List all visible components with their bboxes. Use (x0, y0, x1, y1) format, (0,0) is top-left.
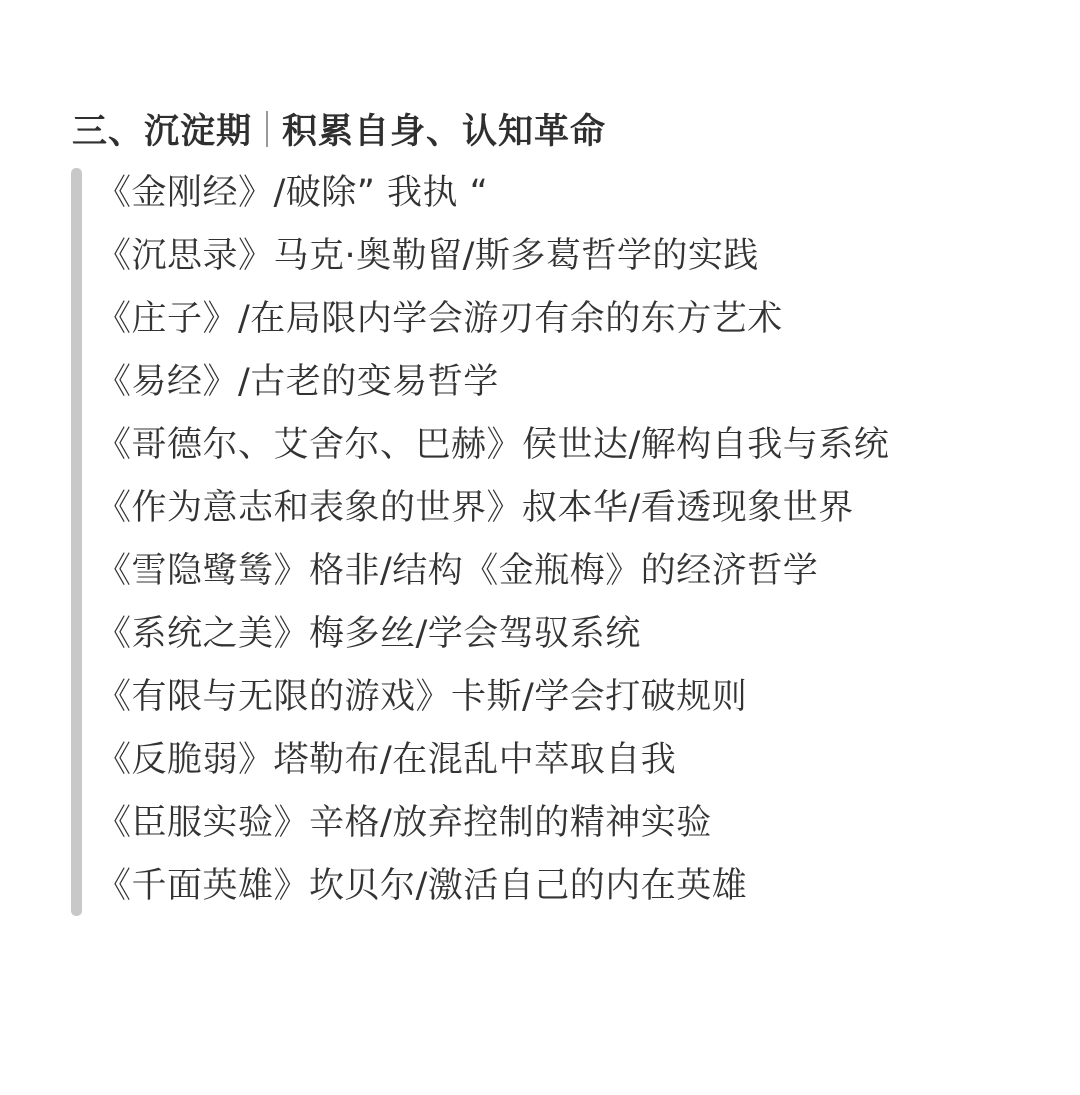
quote-bar (71, 168, 82, 916)
book-item: 《臣服实验》辛格/放弃控制的精神实验 (96, 803, 712, 843)
book-list (96, 162, 889, 918)
book-item: 《系统之美》梅多丝/学会驾驭系统 (96, 614, 641, 654)
book-item: 《雪隐鹭鸶》格非/结构《金瓶梅》的经济哲学 (96, 551, 819, 591)
section-heading (72, 104, 606, 154)
section-subtitle: 积累自身、认知革命 (282, 112, 607, 152)
heading-divider (266, 111, 268, 147)
book-item: 《千面英雄》坎贝尔/激活自己的内在英雄 (96, 866, 748, 906)
book-item: 《沉思录》马克·奥勒留/斯多葛哲学的实践 (96, 236, 759, 276)
section-title: 三、沉淀期 (72, 112, 253, 152)
book-item: 《金刚经》/破除” 我执 “ (96, 173, 489, 213)
book-item: 《反脆弱》塔勒布/在混乱中萃取自我 (96, 740, 677, 780)
book-item: 《哥德尔、艾舍尔、巴赫》侯世达/解构自我与系统 (96, 425, 890, 465)
book-item: 《庄子》/在局限内学会游刃有余的东方艺术 (96, 299, 783, 339)
book-item: 《作为意志和表象的世界》叔本华/看透现象世界 (96, 488, 854, 528)
book-item: 《有限与无限的游戏》卡斯/学会打破规则 (96, 677, 748, 717)
book-item: 《易经》/古老的变易哲学 (96, 362, 499, 402)
